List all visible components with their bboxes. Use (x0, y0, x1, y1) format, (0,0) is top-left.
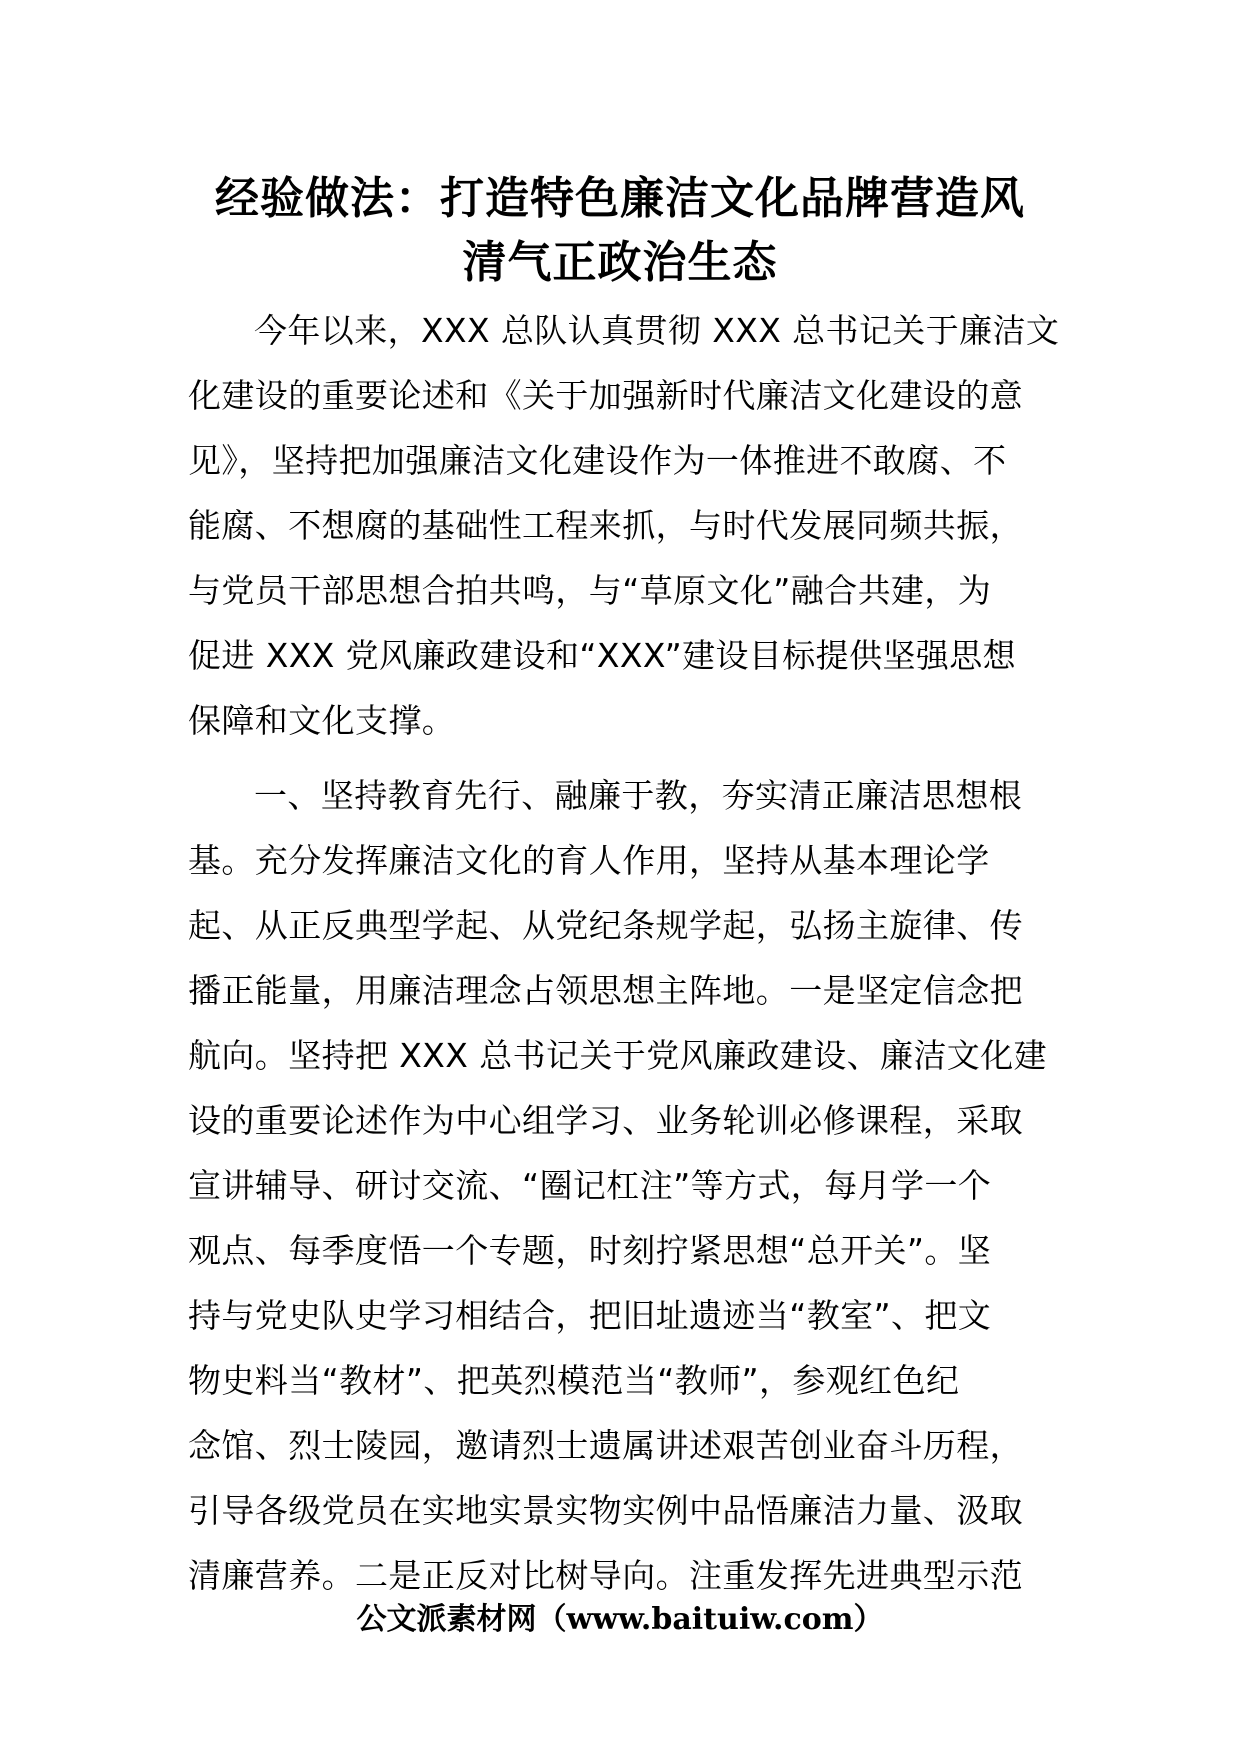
paragraph-line: 引导各级党员在实地实景实物实例中品悟廉洁力量、汲取 (188, 1491, 1023, 1530)
paragraph-intro (188, 298, 1060, 753)
paragraph-line: 基。充分发挥廉洁文化的育人作用，坚持从基本理论学 (188, 841, 990, 880)
paragraph-line: 见》，坚持把加强廉洁文化建设作为一体推进不敢腐、不 (188, 441, 1007, 480)
paragraph-line: 能腐、不想腐的基础性工程来抓，与时代发展同频共振， (188, 506, 1023, 545)
paragraph-line: 观点、每季度悟一个专题，时刻拧紧思想“总开关”。坚 (188, 1231, 992, 1270)
paragraph-line: 物史料当“教材”、把英烈模范当“教师”，参观红色纪 (188, 1361, 960, 1400)
title-line: 清气正政治生态 (462, 237, 778, 288)
paragraph-line: 念馆、烈士陵园，邀请烈士遗属讲述艰苦创业奋斗历程， (188, 1426, 1023, 1465)
title-line: 经验做法：打造特色廉洁文化品牌营造风 (215, 173, 1025, 224)
paragraph-line: 起、从正反典型学起、从党纪条规学起，弘扬主旋律、传 (188, 906, 1023, 945)
document-title (150, 167, 1090, 295)
paragraph-line: 今年以来，XXX 总队认真贯彻 XXX 总书记关于廉洁文 (254, 311, 1060, 350)
paragraph-line: 促进 XXX 党风廉政建设和“XXX”建设目标提供坚强思想 (188, 636, 1017, 675)
paragraph-line: 播正能量，用廉洁理念占领思想主阵地。一是坚定信念把 (188, 971, 1023, 1010)
paragraph-line: 航向。坚持把 XXX 总书记关于党风廉政建设、廉洁文化建 (188, 1036, 1048, 1075)
paragraph-section-one (188, 763, 1054, 1608)
paragraph-line: 与党员干部思想合拍共鸣，与“草原文化”融合共建，为 (188, 571, 992, 610)
paragraph-line: 一、坚持教育先行、融廉于教，夯实清正廉洁思想根 (254, 776, 1023, 815)
paragraph-line: 化建设的重要论述和《关于加强新时代廉洁文化建设的意 (188, 376, 1023, 415)
paragraph-line: 持与党史队史学习相结合，把旧址遗迹当“教室”、把文 (188, 1296, 992, 1335)
paragraph-line: 宣讲辅导、研讨交流、“圈记杠注”等方式，每月学一个 (188, 1166, 992, 1205)
document-body (188, 298, 1060, 1608)
paragraph-line: 清廉营养。二是正反对比树导向。注重发挥先进典型示范 (188, 1556, 1023, 1595)
paragraph-line: 设的重要论述作为中心组学习、业务轮训必修课程，采取 (188, 1101, 1023, 1140)
footer-watermark: 公文派素材网（www.baituiw.com） (356, 1602, 884, 1637)
paragraph-line: 保障和文化支撑。 (188, 701, 456, 740)
